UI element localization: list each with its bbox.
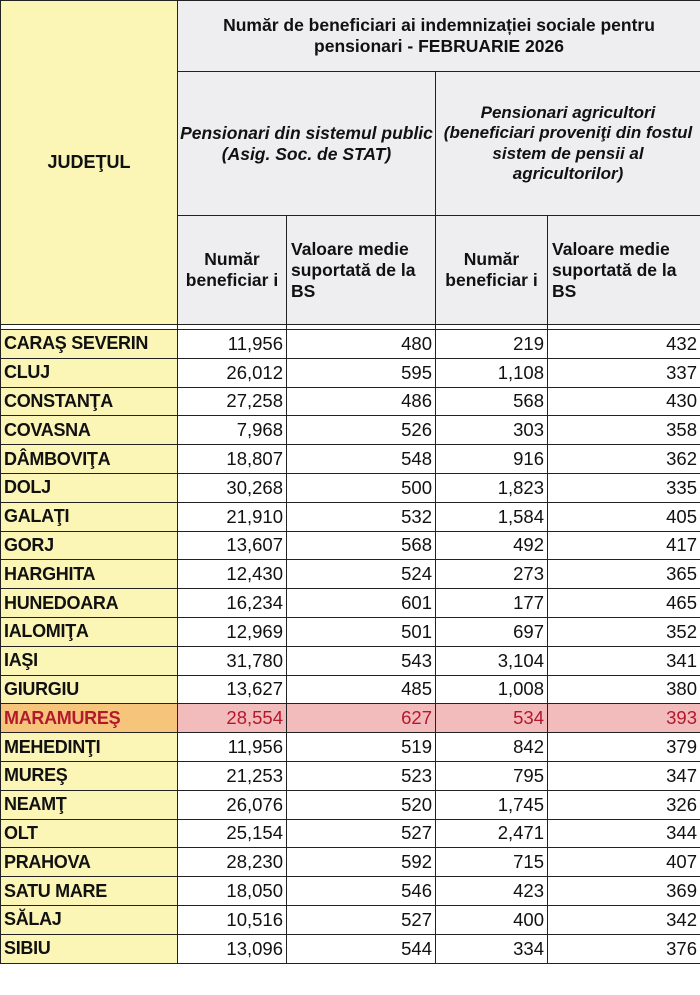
public-average-cell: 523 xyxy=(287,761,436,790)
table-row xyxy=(1,473,700,502)
table-header xyxy=(1,1,700,325)
public-count-cell: 21,910 xyxy=(178,502,287,531)
public-count-cell: 11,956 xyxy=(178,330,287,359)
farmers-count-cell: 715 xyxy=(436,848,548,877)
table-row xyxy=(1,387,700,416)
public-average-cell: 500 xyxy=(287,473,436,502)
public-average-cell: 592 xyxy=(287,848,436,877)
table-row xyxy=(1,330,700,359)
farmers-average-cell: 326 xyxy=(548,790,700,819)
public-average-cell: 532 xyxy=(287,502,436,531)
public-average-cell: 601 xyxy=(287,589,436,618)
county-cell: IALOMIŢA xyxy=(1,617,178,646)
public-count-header: Număr beneficiar i xyxy=(178,216,287,325)
farmers-average-cell: 365 xyxy=(548,560,700,589)
public-average-cell: 546 xyxy=(287,877,436,906)
public-count-cell: 7,968 xyxy=(178,416,287,445)
public-average-header: Valoare medie suportată de la BS xyxy=(287,216,436,325)
public-count-cell: 31,780 xyxy=(178,646,287,675)
public-count-cell: 11,956 xyxy=(178,733,287,762)
farmers-average-cell: 341 xyxy=(548,646,700,675)
public-count-cell: 13,607 xyxy=(178,531,287,560)
public-count-cell: 26,012 xyxy=(178,358,287,387)
public-count-cell: 10,516 xyxy=(178,905,287,934)
county-cell: OLT xyxy=(1,819,178,848)
public-count-cell: 16,234 xyxy=(178,589,287,618)
county-cell: CARAŞ SEVERIN xyxy=(1,330,178,359)
public-count-cell: 12,969 xyxy=(178,617,287,646)
public-average-cell: 544 xyxy=(287,934,436,963)
table-row xyxy=(1,675,700,704)
county-cell: MUREŞ xyxy=(1,761,178,790)
farmers-count-cell: 795 xyxy=(436,761,548,790)
public-count-cell: 21,253 xyxy=(178,761,287,790)
farmers-count-cell: 697 xyxy=(436,617,548,646)
public-average-cell: 595 xyxy=(287,358,436,387)
public-average-cell: 520 xyxy=(287,790,436,819)
farmers-count-cell: 492 xyxy=(436,531,548,560)
farmers-average-cell: 337 xyxy=(548,358,700,387)
county-cell: DOLJ xyxy=(1,473,178,502)
public-average-cell: 548 xyxy=(287,445,436,474)
farmers-count-cell: 219 xyxy=(436,330,548,359)
farmers-average-cell: 380 xyxy=(548,675,700,704)
farmers-average-cell: 405 xyxy=(548,502,700,531)
farmers-count-cell: 1,745 xyxy=(436,790,548,819)
public-system-group-header: Pensionari din sistemul public (Asig. Soc. de STAT) xyxy=(178,72,436,216)
farmers-count-cell: 3,104 xyxy=(436,646,548,675)
farmers-average-cell: 362 xyxy=(548,445,700,474)
public-count-cell: 13,096 xyxy=(178,934,287,963)
county-column-header: JUDEŢUL xyxy=(1,1,178,325)
farmers-average-cell: 432 xyxy=(548,330,700,359)
county-cell: SĂLAJ xyxy=(1,905,178,934)
table-row xyxy=(1,502,700,531)
farmers-count-cell: 334 xyxy=(436,934,548,963)
farmers-count-header: Număr beneficiar i xyxy=(436,216,548,325)
farmers-count-cell: 177 xyxy=(436,589,548,618)
public-count-cell: 28,230 xyxy=(178,848,287,877)
public-average-cell: 486 xyxy=(287,387,436,416)
public-count-cell: 18,807 xyxy=(178,445,287,474)
farmers-average-cell: 335 xyxy=(548,473,700,502)
farmers-count-cell: 1,108 xyxy=(436,358,548,387)
county-cell: COVASNA xyxy=(1,416,178,445)
farmers-count-cell: 400 xyxy=(436,905,548,934)
county-cell: GORJ xyxy=(1,531,178,560)
public-average-cell: 543 xyxy=(287,646,436,675)
county-cell: HARGHITA xyxy=(1,560,178,589)
farmers-average-cell: 407 xyxy=(548,848,700,877)
farmers-count-cell: 423 xyxy=(436,877,548,906)
table-row xyxy=(1,934,700,963)
farmers-average-cell: 376 xyxy=(548,934,700,963)
farmers-count-cell: 916 xyxy=(436,445,548,474)
farmers-count-cell: 303 xyxy=(436,416,548,445)
farmers-average-cell: 379 xyxy=(548,733,700,762)
county-cell: CLUJ xyxy=(1,358,178,387)
farmers-average-cell: 344 xyxy=(548,819,700,848)
farmers-count-cell: 1,008 xyxy=(436,675,548,704)
public-count-cell: 26,076 xyxy=(178,790,287,819)
farmers-count-cell: 2,471 xyxy=(436,819,548,848)
farmers-average-cell: 393 xyxy=(548,704,700,733)
table-row xyxy=(1,704,700,733)
public-average-cell: 480 xyxy=(287,330,436,359)
public-average-cell: 519 xyxy=(287,733,436,762)
public-average-cell: 524 xyxy=(287,560,436,589)
county-cell: PRAHOVA xyxy=(1,848,178,877)
county-cell: DÂMBOVIŢA xyxy=(1,445,178,474)
county-cell: IAŞI xyxy=(1,646,178,675)
table-row xyxy=(1,733,700,762)
farmers-count-cell: 568 xyxy=(436,387,548,416)
public-average-cell: 568 xyxy=(287,531,436,560)
table-row xyxy=(1,617,700,646)
county-cell: GALAŢI xyxy=(1,502,178,531)
public-average-cell: 627 xyxy=(287,704,436,733)
farmers-count-cell: 1,584 xyxy=(436,502,548,531)
table-row xyxy=(1,790,700,819)
farmers-average-cell: 430 xyxy=(548,387,700,416)
table-row xyxy=(1,761,700,790)
county-cell: SATU MARE xyxy=(1,877,178,906)
table-row xyxy=(1,445,700,474)
public-count-cell: 28,554 xyxy=(178,704,287,733)
county-cell: HUNEDOARA xyxy=(1,589,178,618)
table-row xyxy=(1,905,700,934)
farmers-average-cell: 352 xyxy=(548,617,700,646)
public-average-cell: 485 xyxy=(287,675,436,704)
table-row xyxy=(1,531,700,560)
public-count-cell: 27,258 xyxy=(178,387,287,416)
public-count-cell: 30,268 xyxy=(178,473,287,502)
farmers-average-cell: 342 xyxy=(548,905,700,934)
county-cell: CONSTANŢA xyxy=(1,387,178,416)
public-average-cell: 501 xyxy=(287,617,436,646)
table-row xyxy=(1,646,700,675)
public-average-cell: 526 xyxy=(287,416,436,445)
county-cell: GIURGIU xyxy=(1,675,178,704)
farmers-count-cell: 1,823 xyxy=(436,473,548,502)
table-row xyxy=(1,416,700,445)
farmers-average-cell: 347 xyxy=(548,761,700,790)
farmers-count-cell: 273 xyxy=(436,560,548,589)
table-row xyxy=(1,589,700,618)
county-cell: MARAMUREŞ xyxy=(1,704,178,733)
farmers-average-cell: 465 xyxy=(548,589,700,618)
farmers-count-cell: 842 xyxy=(436,733,548,762)
farmers-average-cell: 358 xyxy=(548,416,700,445)
public-count-cell: 25,154 xyxy=(178,819,287,848)
table-row xyxy=(1,819,700,848)
farmers-average-header: Valoare medie suportată de la BS xyxy=(548,216,700,325)
farmers-group-header: Pensionari agricultori (beneficiari proveniţi din fostul sistem de pensii al agricultorilor) xyxy=(436,72,700,216)
public-count-cell: 18,050 xyxy=(178,877,287,906)
table-title: Număr de beneficiari ai indemnizației sociale pentru pensionari - FEBRUARIE 2026 xyxy=(178,1,700,72)
table-body xyxy=(1,325,700,964)
county-cell: SIBIU xyxy=(1,934,178,963)
table-row xyxy=(1,358,700,387)
table-row xyxy=(1,560,700,589)
table-row xyxy=(1,877,700,906)
farmers-average-cell: 417 xyxy=(548,531,700,560)
public-average-cell: 527 xyxy=(287,819,436,848)
county-cell: NEAMŢ xyxy=(1,790,178,819)
public-count-cell: 12,430 xyxy=(178,560,287,589)
public-count-cell: 13,627 xyxy=(178,675,287,704)
county-cell: MEHEDINŢI xyxy=(1,733,178,762)
table-row xyxy=(1,848,700,877)
farmers-count-cell: 534 xyxy=(436,704,548,733)
public-average-cell: 527 xyxy=(287,905,436,934)
farmers-average-cell: 369 xyxy=(548,877,700,906)
